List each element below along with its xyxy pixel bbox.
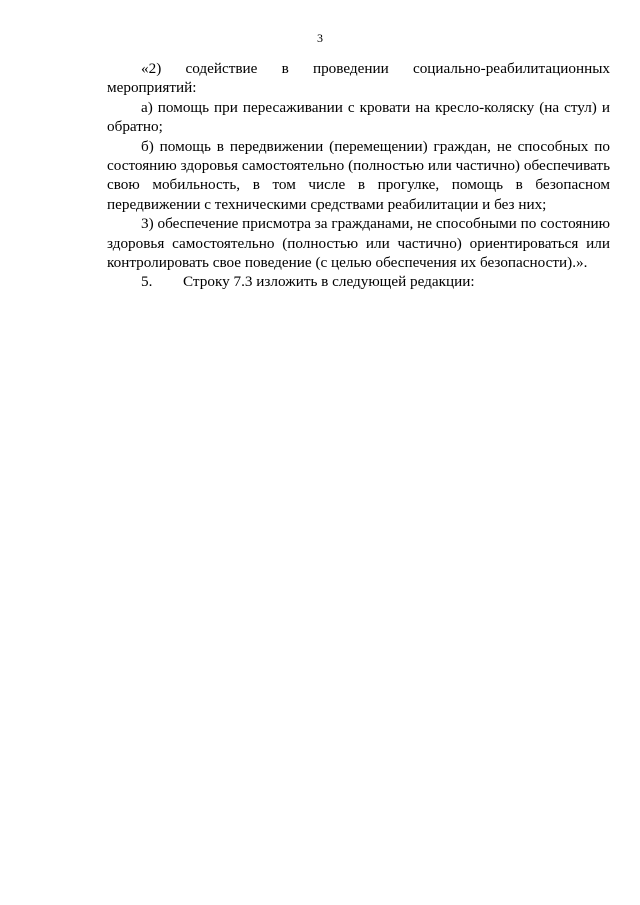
page-number: 3 [317, 31, 323, 45]
paragraph-item-5 [107, 272, 610, 291]
paragraph-item-a: а) помощь при пересаживании с кровати на кресло-коляску (на стул) и обратно; [107, 98, 610, 136]
paragraph-item-2-heading: «2) содействие в проведении социально-реабилитационных мероприятий: [107, 60, 610, 97]
paragraph-item-b: б) помощь в передвижении (перемещении) граждан, не способных по состоянию здоровья самостоятельно (полностью или частично) обеспечивать свою мобильность, в том числе в прогулке, помощь в безопасном передвижении с техническими средствами реабилитации и без них; [107, 137, 610, 213]
item-5-text: Строку 7.3 изложить в следующей редакции: [183, 273, 475, 291]
item-5-number: 5. [141, 273, 153, 291]
paragraph-item-3: 3) обеспечение присмотра за гражданами, не способными по состоянию здоровья самостоятельно (полностью или частично) ориентироваться или контролировать свое поведение (с целью обеспечения их безопасности).». [107, 215, 610, 272]
document-body [107, 59, 610, 292]
